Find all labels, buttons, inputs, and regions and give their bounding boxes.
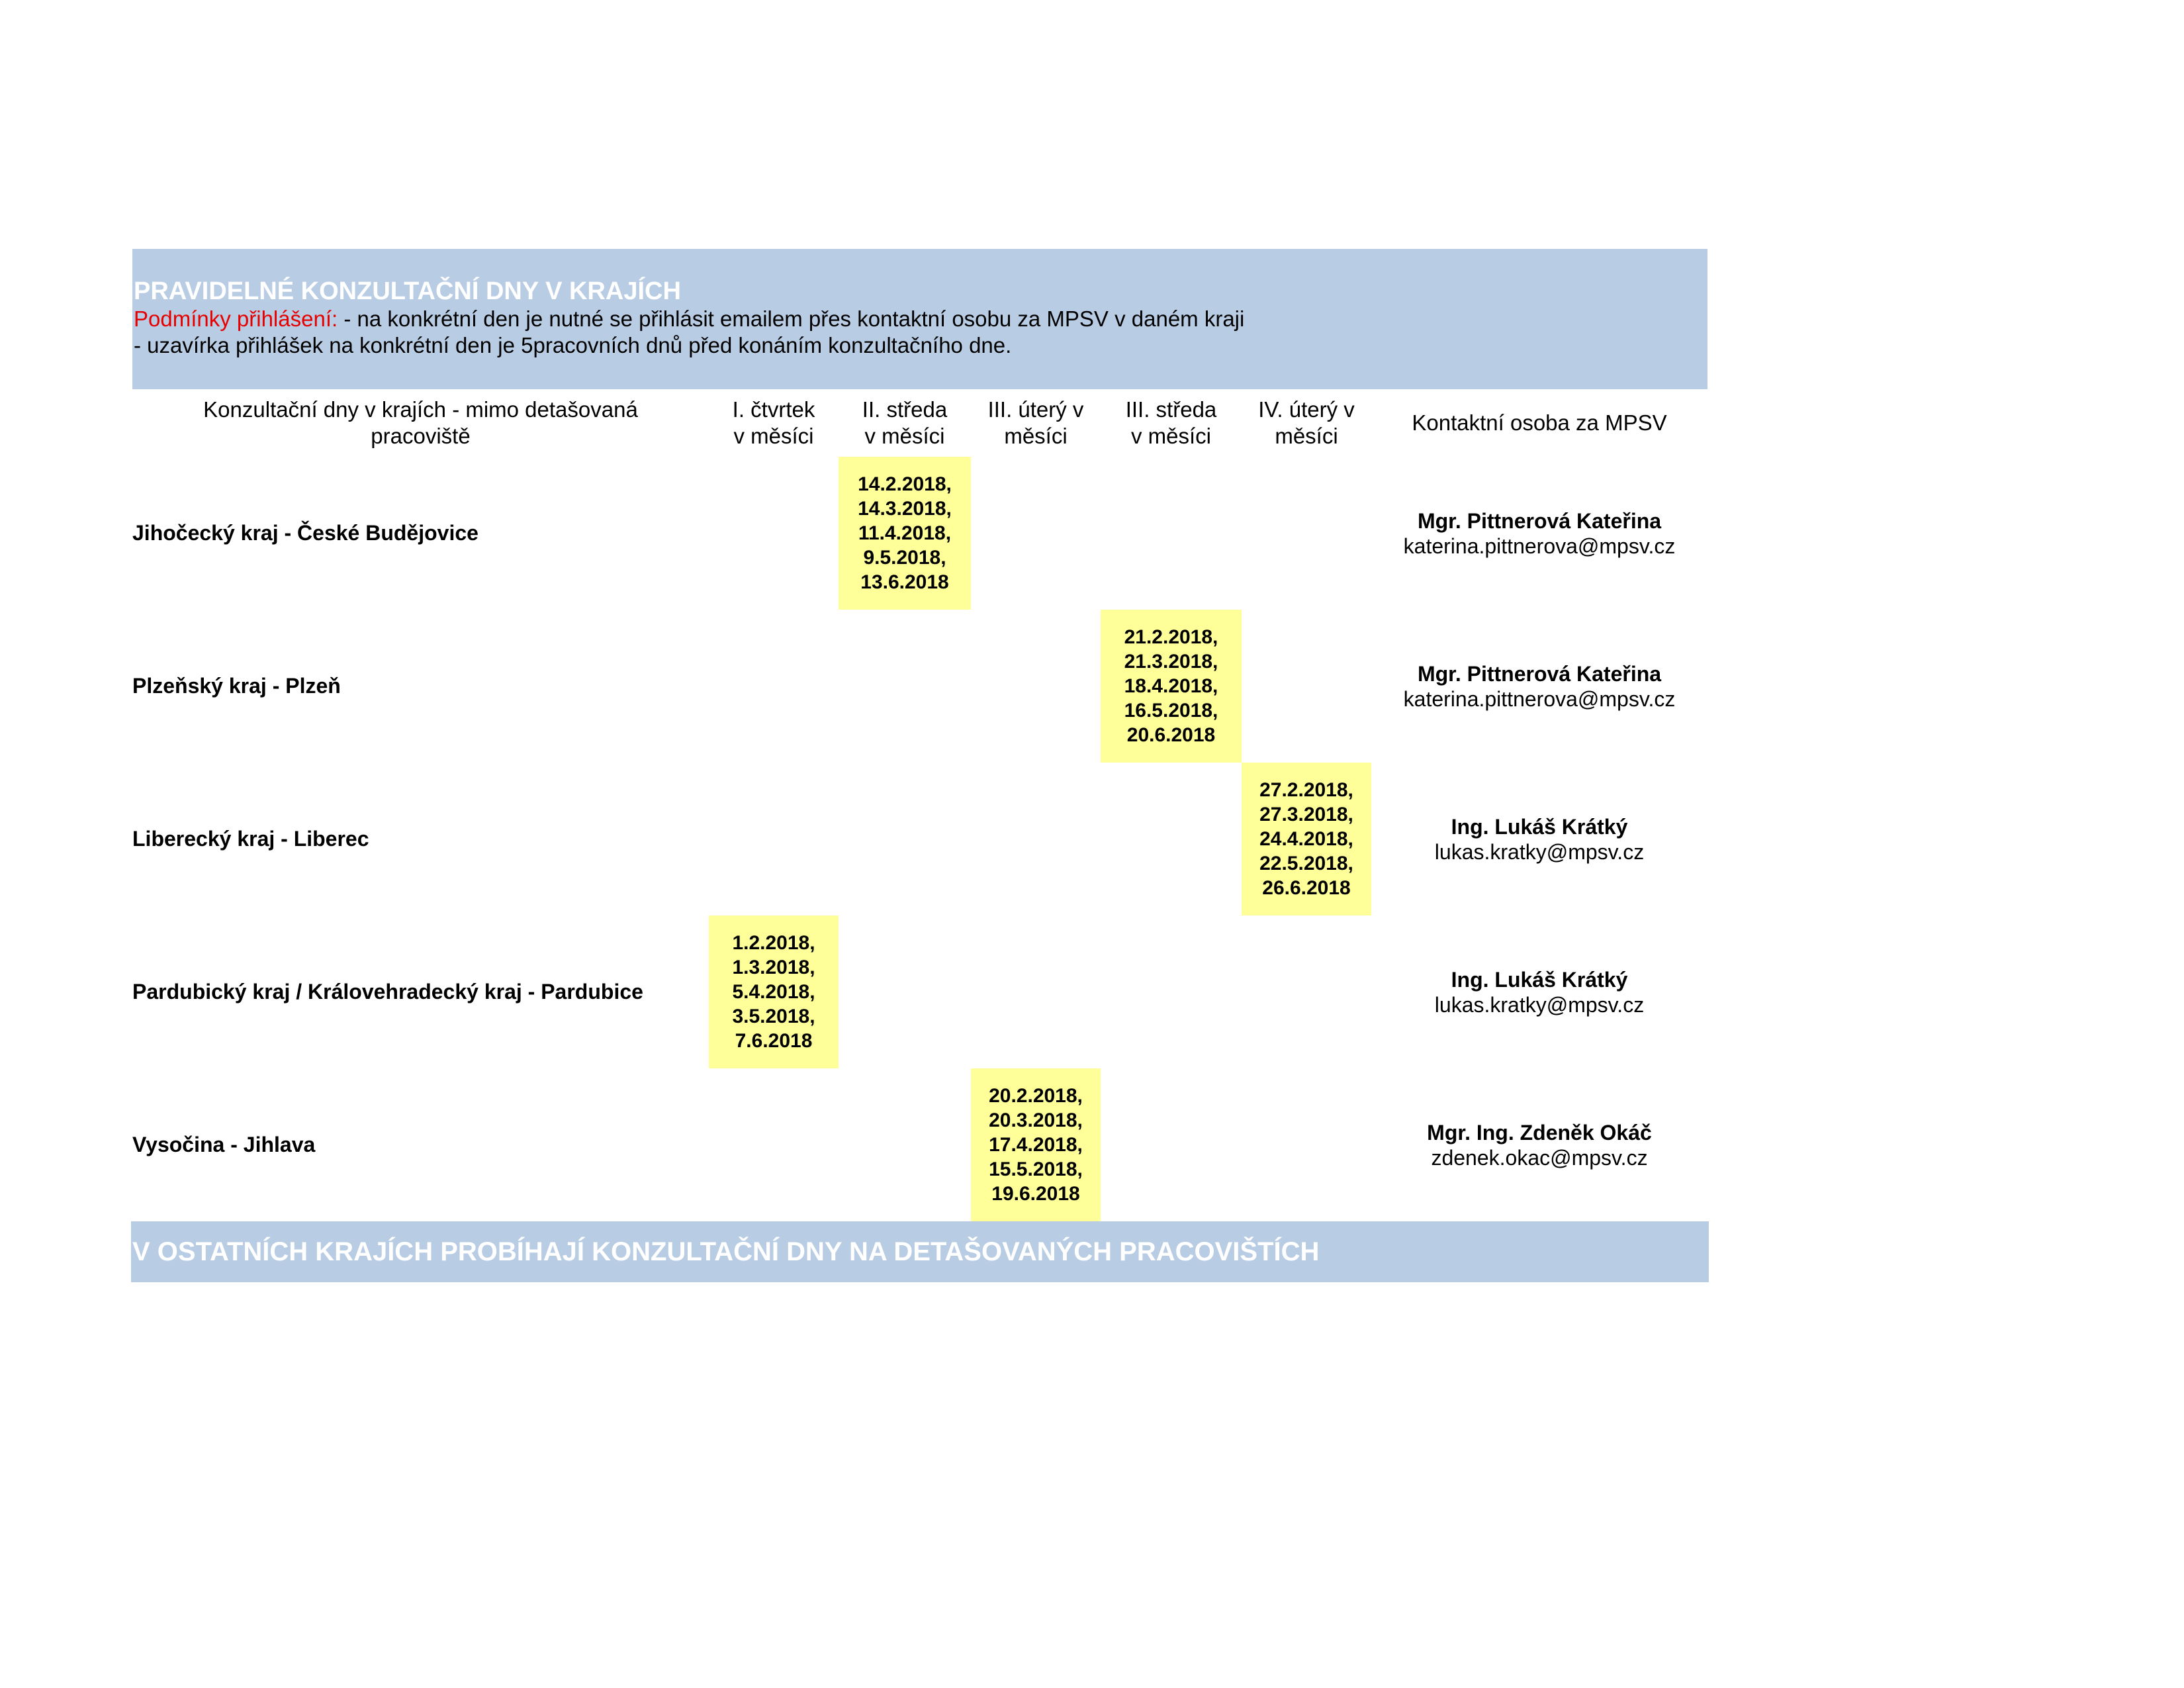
date-entry: 22.5.2018, bbox=[1259, 853, 1353, 874]
region-name: Liberecký kraj - Liberec bbox=[132, 827, 369, 851]
contact-email[interactable]: katerina.pittnerova@mpsv.cz bbox=[1403, 534, 1676, 558]
date-entry: 13.6.2018 bbox=[860, 571, 949, 593]
header-col-2: II. středa v měsíci bbox=[862, 397, 948, 448]
empty-cell bbox=[971, 915, 1101, 1068]
date-entry: 1.2.2018, bbox=[732, 932, 815, 954]
header-col-3: III. úterý v měsíci bbox=[987, 397, 1084, 448]
date-entry: 5.4.2018, bbox=[732, 981, 815, 1003]
contact-person bbox=[1371, 457, 1707, 610]
contact-person bbox=[1371, 763, 1707, 915]
contact-person bbox=[1371, 610, 1707, 763]
empty-cell bbox=[709, 457, 839, 610]
region-name: Plzeňský kraj - Plzeň bbox=[132, 674, 341, 698]
date-entry: 15.5.2018, bbox=[989, 1158, 1083, 1180]
contact-name: Mgr. Ing. Zdeněk Okáč bbox=[1427, 1120, 1652, 1145]
table-row bbox=[132, 915, 1707, 1068]
date-entry: 27.3.2018, bbox=[1259, 804, 1353, 825]
consultation-table bbox=[132, 389, 1707, 1221]
contact-person bbox=[1371, 1068, 1707, 1221]
header-col-5: IV. úterý v měsíci bbox=[1258, 397, 1355, 448]
date-entry: 1.3.2018, bbox=[732, 957, 815, 978]
contact-person bbox=[1371, 915, 1707, 1068]
contact-name: Mgr. Pittnerová Kateřina bbox=[1417, 508, 1662, 533]
empty-cell bbox=[1242, 457, 1371, 610]
conditions-text-2: - uzavírka přihlášek na konkrétní den je 5pracovních dnů před konáním konzultačního dne. bbox=[134, 333, 1012, 357]
footer-banner: V OSTATNÍCH KRAJÍCH PROBÍHAJÍ KONZULTAČNÍ DNY NA DETAŠOVANÝCH PRACOVIŠTÍCH bbox=[131, 1221, 1709, 1282]
empty-cell bbox=[1242, 915, 1371, 1068]
contact-email[interactable]: lukas.kratky@mpsv.cz bbox=[1434, 992, 1645, 1017]
region-name: Jihočecký kraj - České Budějovice bbox=[132, 521, 478, 545]
date-entry: 11.4.2018, bbox=[858, 522, 952, 544]
date-entry: 20.2.2018, bbox=[989, 1085, 1083, 1107]
region-name: Vysočina - Jihlava bbox=[132, 1133, 316, 1156]
header-banner bbox=[132, 249, 1707, 389]
date-entry: 3.5.2018, bbox=[732, 1006, 815, 1027]
empty-cell bbox=[971, 457, 1101, 610]
date-entry: 14.3.2018, bbox=[858, 498, 952, 520]
consultation-dates bbox=[709, 915, 839, 1068]
conditions-text-1: - na konkrétní den je nutné se přihlásit emailem přes kontaktní osobu za MPSV v daném kraji bbox=[338, 306, 1245, 331]
date-entry: 24.4.2018, bbox=[1259, 828, 1353, 850]
header-region: Konzultační dny v krajích - mimo detašovaná pracoviště bbox=[203, 397, 638, 448]
consultation-dates bbox=[839, 457, 971, 610]
contact-name: Ing. Lukáš Krátký bbox=[1451, 967, 1628, 992]
empty-cell bbox=[1101, 763, 1242, 915]
empty-cell bbox=[839, 610, 971, 763]
consultation-dates bbox=[971, 1068, 1101, 1221]
empty-cell bbox=[1101, 457, 1242, 610]
header-contact: Kontaktní osoba za MPSV bbox=[1412, 410, 1667, 435]
date-entry: 21.3.2018, bbox=[1124, 651, 1218, 673]
date-entry: 27.2.2018, bbox=[1259, 779, 1353, 801]
consultation-dates bbox=[1101, 610, 1242, 763]
empty-cell bbox=[971, 610, 1101, 763]
conditions-line bbox=[134, 306, 1707, 332]
header-col-1: I. čtvrtek v měsíci bbox=[732, 397, 815, 448]
contact-email[interactable]: lukas.kratky@mpsv.cz bbox=[1434, 839, 1645, 864]
date-entry: 9.5.2018, bbox=[863, 547, 946, 569]
consultation-dates bbox=[1242, 763, 1371, 915]
date-entry: 20.6.2018 bbox=[1126, 724, 1216, 746]
conditions-label: Podmínky přihlášení: bbox=[134, 306, 338, 331]
contact-email[interactable]: zdenek.okac@mpsv.cz bbox=[1431, 1145, 1648, 1170]
table-row bbox=[132, 763, 1707, 915]
date-entry: 17.4.2018, bbox=[989, 1134, 1083, 1156]
empty-cell bbox=[1242, 1068, 1371, 1221]
table-header-row bbox=[132, 389, 1707, 457]
empty-cell bbox=[1101, 1068, 1242, 1221]
consultation-sheet bbox=[132, 249, 1707, 1282]
contact-name: Mgr. Pittnerová Kateřina bbox=[1417, 661, 1662, 686]
contact-name: Ing. Lukáš Krátký bbox=[1451, 814, 1628, 839]
date-entry: 19.6.2018 bbox=[991, 1183, 1080, 1205]
empty-cell bbox=[709, 1068, 839, 1221]
header-col-4: III. středa v měsíci bbox=[1125, 397, 1217, 448]
date-entry: 20.3.2018, bbox=[989, 1109, 1083, 1131]
date-entry: 7.6.2018 bbox=[735, 1030, 813, 1052]
banner-title: PRAVIDELNÉ KONZULTAČNÍ DNY V KRAJÍCH bbox=[134, 277, 681, 305]
empty-cell bbox=[709, 610, 839, 763]
region-name: Pardubický kraj / Královehradecký kraj - Pardubice bbox=[132, 980, 643, 1004]
empty-cell bbox=[839, 1068, 971, 1221]
date-entry: 26.6.2018 bbox=[1262, 877, 1351, 899]
date-entry: 21.2.2018, bbox=[1124, 626, 1218, 648]
date-entry: 16.5.2018, bbox=[1124, 700, 1218, 722]
empty-cell bbox=[1242, 610, 1371, 763]
empty-cell bbox=[709, 763, 839, 915]
table-row bbox=[132, 1068, 1707, 1221]
contact-email[interactable]: katerina.pittnerova@mpsv.cz bbox=[1403, 686, 1676, 711]
empty-cell bbox=[1101, 915, 1242, 1068]
date-entry: 14.2.2018, bbox=[858, 473, 952, 495]
empty-cell bbox=[971, 763, 1101, 915]
date-entry: 18.4.2018, bbox=[1124, 675, 1218, 697]
table-row bbox=[132, 457, 1707, 610]
table-row bbox=[132, 610, 1707, 763]
empty-cell bbox=[839, 915, 971, 1068]
empty-cell bbox=[839, 763, 971, 915]
